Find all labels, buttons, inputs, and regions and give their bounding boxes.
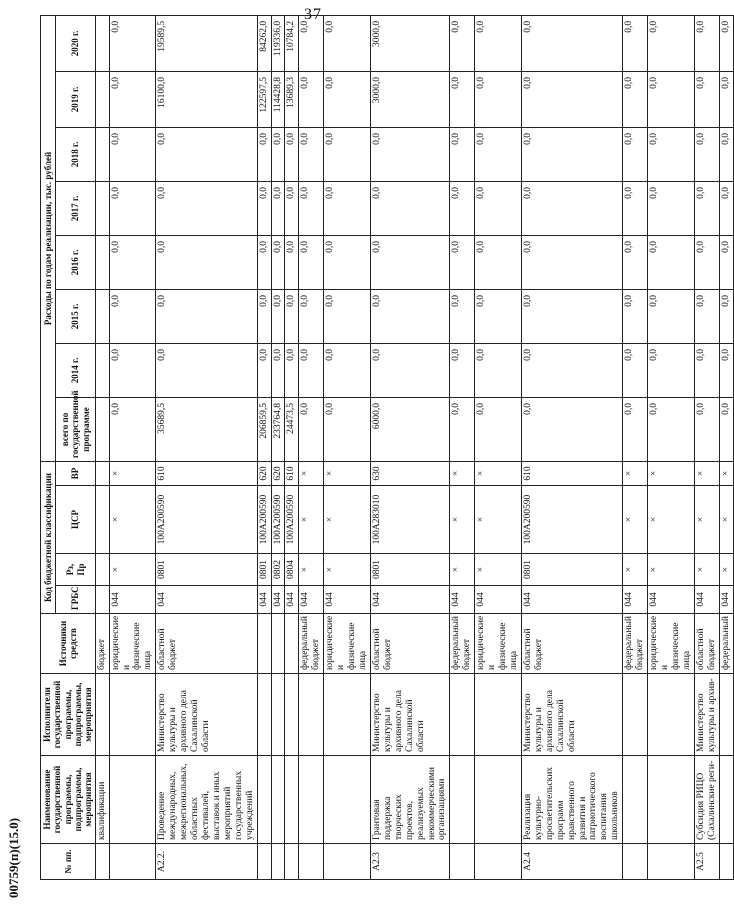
row-2020: 0,0 — [694, 15, 719, 71]
row-executor — [648, 674, 695, 756]
row-total: 0,0 — [623, 397, 648, 461]
row-2014: 0,0 — [109, 343, 156, 397]
row-total: 0,0 — [694, 397, 719, 461]
row-2018: 0,0 — [156, 127, 257, 181]
row-grbs: 044 — [156, 586, 257, 614]
row-vr: × — [299, 461, 324, 485]
row-2019: 0,0 — [719, 71, 733, 127]
row-2018: 0,0 — [285, 127, 299, 181]
header-no: № пп. — [41, 844, 96, 880]
row-grbs: 044 — [450, 586, 475, 614]
row-name — [285, 756, 299, 844]
row-2015: 0,0 — [156, 289, 257, 343]
row-number — [648, 844, 695, 880]
row-2017: 0,0 — [285, 181, 299, 235]
row-number — [450, 844, 475, 880]
row-number — [475, 844, 522, 880]
row-csr: × — [109, 486, 156, 554]
table-row — [95, 15, 109, 879]
row-vr: 610 — [521, 461, 622, 485]
row-2017: 0,0 — [623, 181, 648, 235]
row-grbs: 044 — [299, 586, 324, 614]
row-number — [271, 844, 285, 880]
row-rzpr: 0801 — [521, 554, 622, 586]
row-2016: 0,0 — [694, 235, 719, 289]
row-2020: 0,0 — [299, 15, 324, 71]
row-executor — [475, 674, 522, 756]
row-total: 0,0 — [521, 397, 622, 461]
row-executor — [285, 674, 299, 756]
row-2017: 0,0 — [370, 181, 449, 235]
row-rzpr: × — [648, 554, 695, 586]
row-source: юридические и физические лица — [475, 614, 522, 674]
row-vr: 610 — [156, 461, 257, 485]
row-2017: 0,0 — [324, 181, 371, 235]
row-2016: 0,0 — [475, 235, 522, 289]
table-row — [271, 15, 285, 879]
row-2020: 0,0 — [475, 15, 522, 71]
header-2017: 2017 г. — [56, 181, 95, 235]
row-vr: × — [475, 461, 522, 485]
row-2014: 0,0 — [694, 343, 719, 397]
row-grbs: 044 — [271, 586, 285, 614]
header-budget-code: Код бюджетной классификации — [41, 461, 56, 613]
row-vr: × — [719, 461, 733, 485]
row-2018: 0,0 — [719, 127, 733, 181]
row-2019: 0,0 — [324, 71, 371, 127]
row-name — [271, 756, 285, 844]
row-number: А2.4 — [521, 844, 622, 880]
row-2016: 0,0 — [324, 235, 371, 289]
row-2019: 3000,0 — [370, 71, 449, 127]
row-2018: 0,0 — [299, 127, 324, 181]
row-number: А2.2. — [156, 844, 257, 880]
row-source — [285, 614, 299, 674]
row-vr: 620 — [257, 461, 271, 485]
row-source: областной бюджет — [694, 614, 719, 674]
row-total: 0,0 — [719, 397, 733, 461]
row-rzpr: × — [475, 554, 522, 586]
row-2014: 0,0 — [156, 343, 257, 397]
header-expenses: Расходы по годам реализации, тыс. рублей — [41, 15, 56, 461]
row-2020: 0,0 — [648, 15, 695, 71]
row-grbs: 044 — [285, 586, 299, 614]
row-2018: 0,0 — [370, 127, 449, 181]
table-row — [156, 15, 257, 879]
row-2017: 0,0 — [109, 181, 156, 235]
row-2020: 0,0 — [324, 15, 371, 71]
table-row — [257, 15, 271, 879]
row-rzpr: × — [719, 554, 733, 586]
row-2019: 0,0 — [109, 71, 156, 127]
table-row — [299, 15, 324, 879]
row-2015 — [95, 289, 109, 343]
row-2014: 0,0 — [285, 343, 299, 397]
row-executor: Министерство культуры и архивного дела Сахалинской области — [370, 674, 449, 756]
row-rzpr: × — [324, 554, 371, 586]
row-name — [324, 756, 371, 844]
row-2020: 0,0 — [719, 15, 733, 71]
row-2016: 0,0 — [156, 235, 257, 289]
row-source: областной бюджет — [521, 614, 622, 674]
row-2019: 0,0 — [450, 71, 475, 127]
row-2016: 0,0 — [719, 235, 733, 289]
table-row — [370, 15, 449, 879]
row-2019: 0,0 — [299, 71, 324, 127]
row-2019: 13689,3 — [285, 71, 299, 127]
row-grbs: 044 — [324, 586, 371, 614]
row-vr: × — [623, 461, 648, 485]
row-2020: 0,0 — [450, 15, 475, 71]
row-csr: × — [475, 486, 522, 554]
row-2015: 0,0 — [623, 289, 648, 343]
table-row — [694, 15, 719, 879]
row-name — [623, 756, 648, 844]
row-rzpr: 0802 — [271, 554, 285, 586]
row-2014: 0,0 — [623, 343, 648, 397]
row-source: федеральный бюджет — [623, 614, 648, 674]
row-executor — [324, 674, 371, 756]
row-number — [285, 844, 299, 880]
row-number — [109, 844, 156, 880]
row-vr: × — [324, 461, 371, 485]
row-2020: 0,0 — [521, 15, 622, 71]
header-2020: 2020 г. — [56, 15, 95, 71]
row-2018: 0,0 — [623, 127, 648, 181]
row-2016: 0,0 — [285, 235, 299, 289]
row-2018: 0,0 — [324, 127, 371, 181]
row-csr: × — [623, 486, 648, 554]
row-number — [623, 844, 648, 880]
row-source: юридические и физические лица — [324, 614, 371, 674]
row-executor — [271, 674, 285, 756]
row-total: 0,0 — [299, 397, 324, 461]
row-vr: × — [109, 461, 156, 485]
row-total: 0,0 — [109, 397, 156, 461]
row-2019: 122597,5 — [257, 71, 271, 127]
row-2019 — [95, 71, 109, 127]
row-rzpr: × — [299, 554, 324, 586]
row-2015: 0,0 — [694, 289, 719, 343]
header-2014: 2014 г. — [56, 343, 95, 397]
row-2020: 10784,2 — [285, 15, 299, 71]
row-csr: × — [719, 486, 733, 554]
table-row — [648, 15, 695, 879]
row-name: квалификации — [95, 756, 109, 844]
row-rzpr: 0804 — [285, 554, 299, 586]
row-vr: 630 — [370, 461, 449, 485]
row-2015: 0,0 — [719, 289, 733, 343]
budget-table — [40, 15, 734, 880]
row-total: 206859,5 — [257, 397, 271, 461]
header-vr: ВР — [56, 461, 95, 485]
row-source — [257, 614, 271, 674]
row-rzpr: 0801 — [156, 554, 257, 586]
row-2014: 0,0 — [475, 343, 522, 397]
row-number: А2.5 — [694, 844, 719, 880]
row-vr: × — [450, 461, 475, 485]
row-2015: 0,0 — [324, 289, 371, 343]
header-total: всего по государственной программе — [56, 397, 95, 461]
row-2016 — [95, 235, 109, 289]
row-2017: 0,0 — [694, 181, 719, 235]
table-row — [475, 15, 522, 879]
row-2020: 0,0 — [623, 15, 648, 71]
row-name — [109, 756, 156, 844]
row-rzpr: × — [109, 554, 156, 586]
row-source — [271, 614, 285, 674]
row-rzpr: × — [623, 554, 648, 586]
row-name: Реализация культурно-просветительских программ нравственного развития и патриотического воспитания школьников — [521, 756, 622, 844]
row-rzpr — [95, 554, 109, 586]
row-2015: 0,0 — [299, 289, 324, 343]
row-csr: 100А200590 — [257, 486, 271, 554]
header-sources: Источники средств — [41, 614, 96, 674]
row-source: юридические и физические лица — [109, 614, 156, 674]
table-row — [719, 15, 733, 879]
row-2018: 0,0 — [521, 127, 622, 181]
header-csr: ЦСР — [56, 486, 95, 554]
row-2015: 0,0 — [285, 289, 299, 343]
row-executor — [109, 674, 156, 756]
row-executor — [623, 674, 648, 756]
row-2020: 3000,0 — [370, 15, 449, 71]
row-name: Грантовая поддержка творческих проектов, реализуемых некоммерческими организациями — [370, 756, 449, 844]
row-2015: 0,0 — [450, 289, 475, 343]
row-name — [257, 756, 271, 844]
row-total — [95, 397, 109, 461]
row-grbs: 044 — [475, 586, 522, 614]
row-name — [719, 756, 733, 844]
row-total: 6000,0 — [370, 397, 449, 461]
row-name — [648, 756, 695, 844]
row-2014: 0,0 — [648, 343, 695, 397]
document-code: 00759(п)(15.0) — [6, 817, 21, 898]
row-2019: 0,0 — [623, 71, 648, 127]
row-grbs: 044 — [257, 586, 271, 614]
row-total: 0,0 — [475, 397, 522, 461]
table-row — [324, 15, 371, 879]
header-grbs: ГРБС — [56, 586, 95, 614]
row-csr: × — [450, 486, 475, 554]
row-2015: 0,0 — [257, 289, 271, 343]
row-number — [95, 844, 109, 880]
row-2014: 0,0 — [450, 343, 475, 397]
row-2020: 119336,0 — [271, 15, 285, 71]
row-executor: Министерство культуры и архив- — [694, 674, 719, 756]
row-2016: 0,0 — [299, 235, 324, 289]
row-source: федеральный бюджет — [299, 614, 324, 674]
row-csr: 100А200590 — [521, 486, 622, 554]
row-2018: 0,0 — [450, 127, 475, 181]
budget-table-container — [40, 16, 731, 880]
row-rzpr: 0801 — [370, 554, 449, 586]
row-number: А2.3 — [370, 844, 449, 880]
row-name — [475, 756, 522, 844]
header-2019: 2019 г. — [56, 71, 95, 127]
row-2017: 0,0 — [156, 181, 257, 235]
table-row — [521, 15, 622, 879]
row-2020: 19589,5 — [156, 15, 257, 71]
row-2017: 0,0 — [521, 181, 622, 235]
row-2018: 0,0 — [257, 127, 271, 181]
row-2016: 0,0 — [521, 235, 622, 289]
row-2017: 0,0 — [648, 181, 695, 235]
row-csr: 100А200590 — [156, 486, 257, 554]
row-csr: × — [694, 486, 719, 554]
row-2020: 84262,0 — [257, 15, 271, 71]
header-2016: 2016 г. — [56, 235, 95, 289]
row-number — [257, 844, 271, 880]
row-vr: × — [694, 461, 719, 485]
row-2017: 0,0 — [257, 181, 271, 235]
row-executor: Министерство культуры и архивного дела Сахалинской области — [521, 674, 622, 756]
row-2017: 0,0 — [719, 181, 733, 235]
row-2014: 0,0 — [324, 343, 371, 397]
row-vr — [95, 461, 109, 485]
row-executor — [450, 674, 475, 756]
row-source: бюджет — [95, 614, 109, 674]
row-csr: × — [648, 486, 695, 554]
row-vr: 610 — [285, 461, 299, 485]
row-2015: 0,0 — [109, 289, 156, 343]
row-source: федеральный — [719, 614, 733, 674]
row-csr — [95, 486, 109, 554]
row-executor — [299, 674, 324, 756]
row-csr: × — [299, 486, 324, 554]
row-rzpr: 0801 — [257, 554, 271, 586]
row-2018: 0,0 — [271, 127, 285, 181]
row-grbs: 044 — [694, 586, 719, 614]
row-2014: 0,0 — [271, 343, 285, 397]
row-2019: 114428,8 — [271, 71, 285, 127]
page-number: 37 — [304, 6, 322, 23]
row-grbs: 044 — [521, 586, 622, 614]
row-2020: 0,0 — [109, 15, 156, 71]
row-2014: 0,0 — [257, 343, 271, 397]
row-rzpr: × — [694, 554, 719, 586]
row-name: Проведение международных, межрегиональных, областных фестивалей, выставок и иных мероприятий государственных учреждений — [156, 756, 257, 844]
row-name: Субсидия РИЦО (Сахалинские реги- — [694, 756, 719, 844]
row-source: областной бюджет — [370, 614, 449, 674]
row-total: 0,0 — [324, 397, 371, 461]
row-2019: 0,0 — [694, 71, 719, 127]
row-2015: 0,0 — [271, 289, 285, 343]
header-2015: 2015 г. — [56, 289, 95, 343]
row-total: 35689,5 — [156, 397, 257, 461]
header-name: Наименование государственной программы, подпрограммы, мероприятия — [41, 756, 96, 844]
table-row — [285, 15, 299, 879]
row-executor — [719, 674, 733, 756]
table-row — [109, 15, 156, 879]
row-2016: 0,0 — [370, 235, 449, 289]
row-grbs: 044 — [719, 586, 733, 614]
row-2017: 0,0 — [475, 181, 522, 235]
row-2016: 0,0 — [450, 235, 475, 289]
row-2019: 16100,0 — [156, 71, 257, 127]
row-2015: 0,0 — [475, 289, 522, 343]
row-vr: 620 — [271, 461, 285, 485]
row-source: юридические и физические лица — [648, 614, 695, 674]
row-2019: 0,0 — [648, 71, 695, 127]
table-body — [95, 15, 733, 879]
row-2016: 0,0 — [271, 235, 285, 289]
row-number — [299, 844, 324, 880]
row-grbs: 044 — [623, 586, 648, 614]
row-2017: 0,0 — [450, 181, 475, 235]
row-2018: 0,0 — [648, 127, 695, 181]
row-2020 — [95, 15, 109, 71]
row-2018: 0,0 — [475, 127, 522, 181]
row-2017: 0,0 — [299, 181, 324, 235]
header-rzpr: Рз, Пр — [56, 554, 95, 586]
row-2017: 0,0 — [271, 181, 285, 235]
row-source: областной бюджет — [156, 614, 257, 674]
row-2014 — [95, 343, 109, 397]
row-rzpr: × — [450, 554, 475, 586]
row-2014: 0,0 — [370, 343, 449, 397]
row-vr: × — [648, 461, 695, 485]
table-row — [623, 15, 648, 879]
row-total: 0,0 — [450, 397, 475, 461]
row-2018: 0,0 — [694, 127, 719, 181]
row-executor: Министерство культуры и архивного дела Сахалинской области — [156, 674, 257, 756]
row-csr: 100А200590 — [285, 486, 299, 554]
row-name — [450, 756, 475, 844]
row-grbs: 044 — [648, 586, 695, 614]
row-2014: 0,0 — [299, 343, 324, 397]
row-number — [324, 844, 371, 880]
row-csr: 100А283010 — [370, 486, 449, 554]
header-2018: 2018 г. — [56, 127, 95, 181]
row-total: 233764,8 — [271, 397, 285, 461]
row-2015: 0,0 — [521, 289, 622, 343]
row-grbs: 044 — [109, 586, 156, 614]
header-executors: Исполнители государственной программы, подпрограммы, мероприятия — [41, 674, 96, 756]
row-csr: × — [324, 486, 371, 554]
row-total: 0,0 — [648, 397, 695, 461]
row-2016: 0,0 — [257, 235, 271, 289]
row-2019: 0,0 — [475, 71, 522, 127]
row-2015: 0,0 — [648, 289, 695, 343]
row-name — [299, 756, 324, 844]
row-number — [719, 844, 733, 880]
row-2016: 0,0 — [109, 235, 156, 289]
row-2014: 0,0 — [719, 343, 733, 397]
row-total: 24473,5 — [285, 397, 299, 461]
row-2018 — [95, 127, 109, 181]
row-csr: 100А200590 — [271, 486, 285, 554]
row-executor — [95, 674, 109, 756]
row-2018: 0,0 — [109, 127, 156, 181]
row-source: федеральный бюджет — [450, 614, 475, 674]
row-2017 — [95, 181, 109, 235]
row-2014: 0,0 — [521, 343, 622, 397]
row-2015: 0,0 — [370, 289, 449, 343]
row-executor — [257, 674, 271, 756]
row-grbs: 044 — [370, 586, 449, 614]
table-row — [450, 15, 475, 879]
row-2016: 0,0 — [623, 235, 648, 289]
row-grbs — [95, 586, 109, 614]
row-2016: 0,0 — [648, 235, 695, 289]
row-2019: 0,0 — [521, 71, 622, 127]
